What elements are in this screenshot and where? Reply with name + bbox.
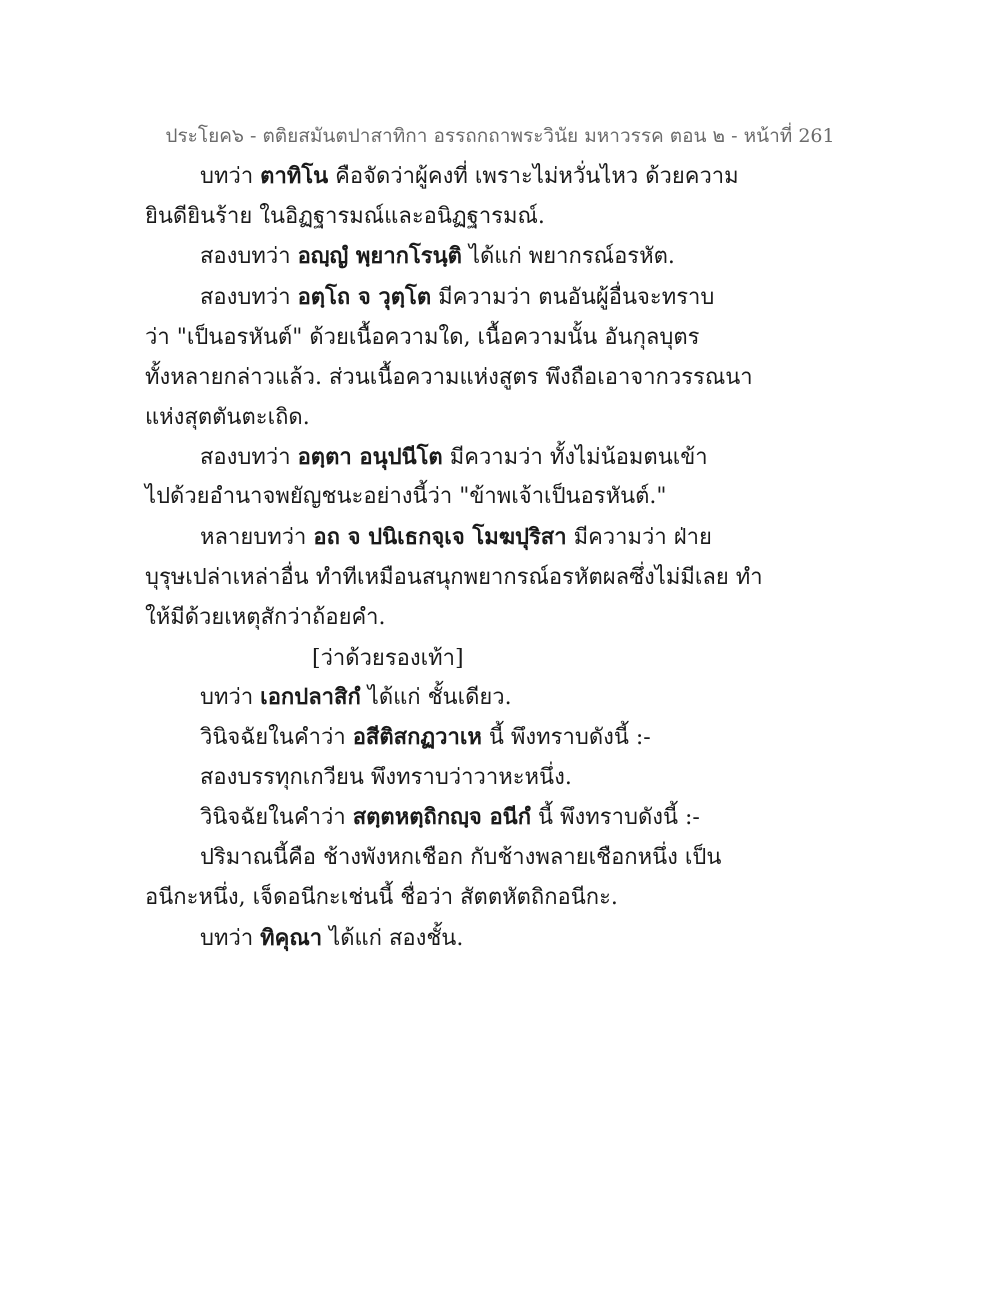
line-text: บุรุษเปล่าเหล่าอื่น ทำทีเหมือนสนุกพยากรณ์อรหัตผลซึ่งไม่มีเลย ทำ [145,565,763,590]
line-text-rest: นี้ พึงทราบดังนี้ :- [481,725,651,750]
pali-term: อสีติสกฏวาเห [352,724,482,750]
text-line [200,762,572,793]
line-text: บทว่า [200,926,261,951]
text-line [200,241,675,272]
line-text-rest: มีความว่า ฝ่าย [566,525,712,550]
text-line [145,322,699,353]
line-text: บทว่า [200,164,261,189]
line-text: ยินดียินร้าย ในอิฏฐารมณ์และอนิฏฐารมณ์. [145,204,545,229]
line-text: อนีกะหนึ่ง, เจ็ดอนีกะเช่นนี้ ชื่อว่า สัตตหัตถิกอนีกะ. [145,885,618,910]
line-text: ปริมาณนี้คือ ช้างพังหกเชือก กับช้างพลายเชือกหนึ่ง เป็น [200,845,722,870]
line-text: วินิจฉัยในคำว่า [200,725,353,750]
text-line [200,161,739,192]
line-text: สองบรรทุกเกวียน พึงทราบว่าวาหะหนึ่ง. [200,765,572,790]
text-line [200,722,651,753]
line-text: ไปด้วยอำนาจพยัญชนะอย่างนี้ว่า "ข้าพเจ้าเป็นอรหันต์." [145,484,667,509]
line-text-rest: มีความว่า ทั้งไม่น้อมตนเข้า [442,445,708,470]
text-line [200,682,512,713]
pali-term: ตาทิโน [260,163,329,189]
pali-term: อตฺตา อนุปนีโต [297,444,443,470]
text-line [145,201,545,232]
heading-text: [ว่าด้วยรองเท้า] [312,646,464,671]
line-text-rest: คือจัดว่าผู้คงที่ เพราะไม่หวั่นไหว ด้วยความ [328,164,739,189]
line-text: บทว่า [200,685,261,710]
text-line [200,442,708,473]
line-text: สองบทว่า [200,244,298,269]
pali-term: สตฺตหตฺถิกญฺจ อนีกํ [352,804,532,830]
pali-term: อญฺญํ พฺยากโรนฺติ [297,243,462,269]
line-text-rest: นี้ พึงทราบดังนี้ :- [531,805,700,830]
line-text-rest: ได้แก่ สองชั้น. [322,926,464,951]
text-line [200,522,712,553]
line-text-rest: ได้แก่ พยากรณ์อรหัต. [461,244,675,269]
text-line [145,362,753,393]
line-text: สองบทว่า [200,285,298,310]
text-line [145,882,618,913]
line-text-rest: ได้แก่ ชั้นเดียว. [360,685,512,710]
line-text: หลายบทว่า [200,525,314,550]
pali-term: อถ จ ปนิเธกจฺเจ โมฆปุริสา [313,524,567,550]
text-line [200,923,463,954]
text-line [200,842,721,873]
text-line [200,282,714,313]
text-line [145,602,386,633]
line-text: ทั้งหลายกล่าวแล้ว. ส่วนเนื้อความแห่งสูตร พึงถือเอาจากวรรณนา [145,365,753,390]
line-text-rest: มีความว่า ตนอันผู้อื่นจะทราบ [431,285,715,310]
text-line [145,481,667,512]
text-line [145,402,310,433]
line-text: สองบทว่า [200,445,298,470]
pali-term: เอกปลาสิกํ [260,684,361,710]
page-header: ประโยค๖ - ตติยสมันตปาสาทิกา อรรถกถาพระวินัย มหาวรรค ตอน ๒ - หน้าที่ 261 [165,125,835,147]
pali-term: ทิคุณา [260,925,323,951]
section-heading [312,643,464,674]
line-text: ว่า "เป็นอรหันต์" ด้วยเนื้อความใด, เนื้อความนั้น อันกุลบุตร [145,325,700,350]
text-line [145,562,763,593]
pali-term: อตฺโถ จ วุตฺโต [297,284,432,310]
text-line [200,802,700,833]
line-text: แห่งสุตตันตะเถิด. [145,405,310,430]
line-text: วินิจฉัยในคำว่า [200,805,353,830]
line-text: ให้มีด้วยเหตุสักว่าถ้อยคำ. [145,605,386,630]
